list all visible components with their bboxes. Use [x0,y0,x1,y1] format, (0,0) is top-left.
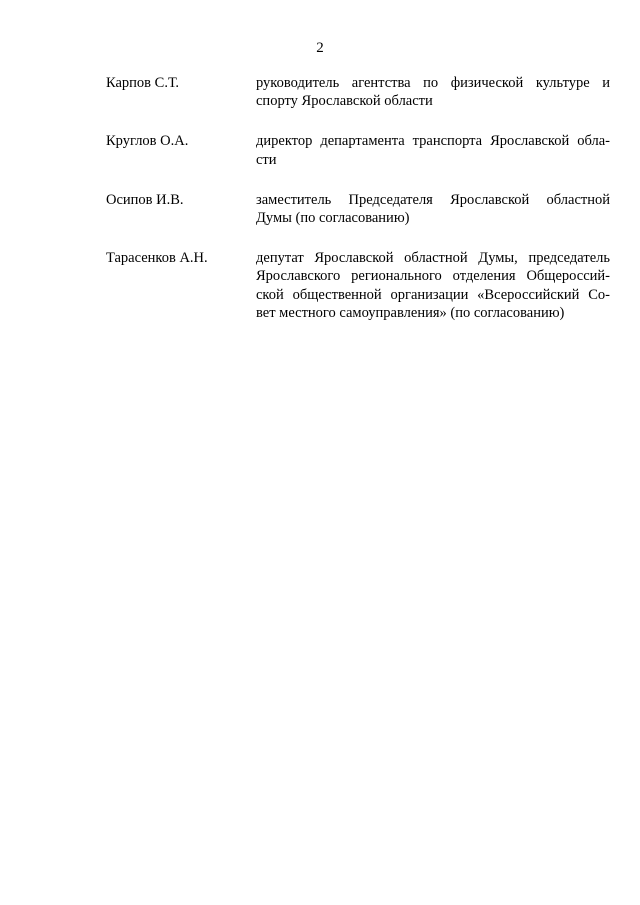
member-role [256,132,610,168]
member-entry [106,191,610,227]
member-role [256,249,610,322]
member-role-line: сти [256,151,277,168]
member-entry [106,249,610,322]
member-name: Карпов С.Т. [106,75,179,91]
member-role-line: спорту Ярославской области [256,93,433,110]
member-role-line: ской общественной организации «Всероссийский Со- [256,286,610,303]
member-name: Тарасенков А.Н. [106,250,208,267]
member-entry [106,74,610,110]
member-role-line: Ярославского регионального отделения Общероссий- [256,268,610,285]
member-role-line: депутат Ярославской областной Думы, председатель [256,250,610,267]
member-role-line: руководитель агентства по физической культуре и [256,75,610,91]
member-name: Осипов И.В. [106,191,184,208]
member-role-line: Думы (по согласованию) [256,210,410,227]
member-name: Круглов О.А. [106,133,189,150]
member-role-line: заместитель Председателя Ярославской областной [256,191,610,208]
page-number: 2 [316,40,324,56]
member-role [256,74,610,110]
member-list [106,74,610,344]
member-role [256,191,610,227]
member-role-line: директор департамента транспорта Ярославской обла- [256,133,610,150]
member-role-line: вет местного самоуправления» (по согласованию) [256,304,565,321]
member-entry [106,132,610,168]
